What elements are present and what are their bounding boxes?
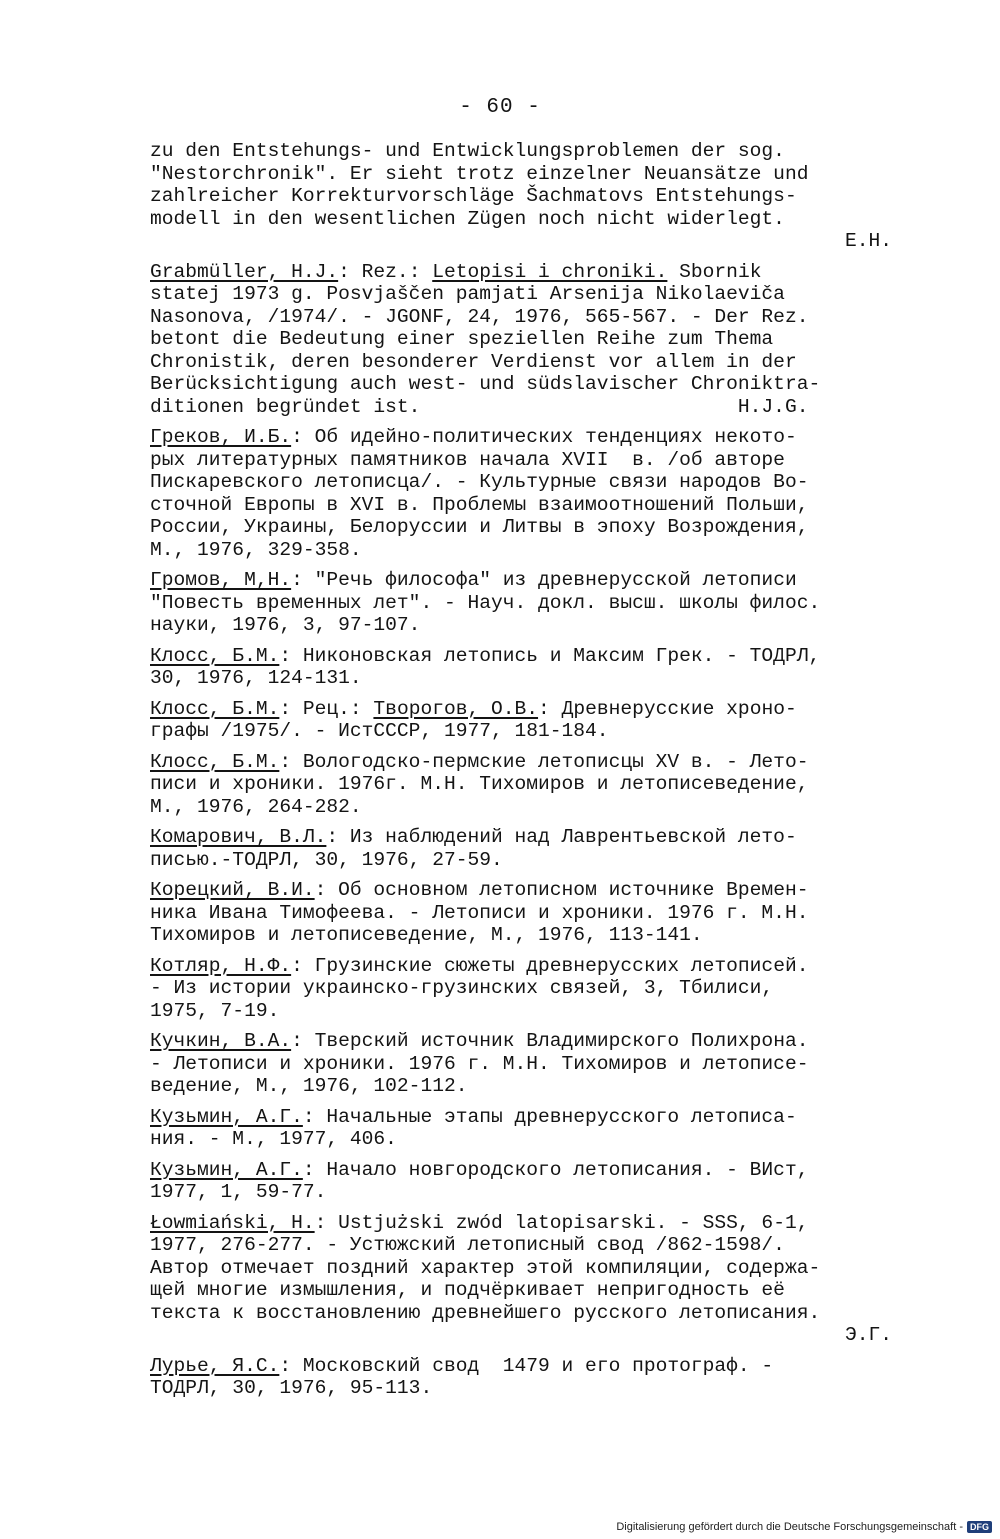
entry-line — [150, 471, 900, 494]
entry-line — [150, 773, 900, 796]
line-text: 1977, 1, 59-77. — [150, 1181, 327, 1203]
entry-line — [150, 569, 900, 592]
entry-line — [150, 328, 900, 351]
entry-line — [150, 796, 900, 819]
line-text: : Об основном летописном источнике Времен- — [314, 879, 809, 901]
line-text: сточной Европы в XVI в. Проблемы взаимоотношений Польши, — [150, 493, 809, 516]
bibliography-entry — [150, 879, 900, 947]
author-name: Котляр, Н.Ф. — [150, 954, 292, 977]
bibliography-entry — [150, 426, 900, 561]
entry-line — [150, 955, 900, 978]
line-text: Sbornik — [667, 260, 762, 283]
line-text: modell in den wesentlichen Zügen noch nicht widerlegt. — [150, 207, 785, 230]
bibliography-entry — [150, 826, 900, 871]
line-text: : Из наблюдений над Лаврентьевской лето- — [326, 826, 797, 848]
author-name: Клосс, Б.М. — [150, 750, 280, 773]
entry-line — [150, 849, 900, 872]
line-text: : Грузинские сюжеты древнерусских летописей. — [291, 954, 809, 977]
line-text: науки, 1976, 3, 97-107. — [150, 614, 421, 636]
entry-line — [150, 592, 900, 615]
bibliography-entry — [150, 751, 900, 819]
line-text: писи и хроники. 1976г. М.Н. Тихомиров и летописеведение, — [150, 773, 809, 795]
bibliography-entry — [150, 569, 900, 637]
line-text: ния. - М., 1977, 406. — [150, 1128, 397, 1150]
author-name: Греков, И.Б. — [150, 426, 292, 448]
line-text: Chronistik, deren besonderer Verdienst vor allem in der — [150, 350, 797, 373]
line-text: 30, 1976, 124-131. — [150, 667, 362, 689]
bibliography-entry — [150, 1159, 900, 1204]
line-text: zu den Entstehungs- und Entwicklungsproblemen der sog. — [150, 140, 785, 162]
line-text: рых литературных памятников начала XVII в. /об авторе — [150, 448, 785, 471]
line-text: "Nestorchronik". Er sieht trotz einzelner Neuansätze und — [150, 162, 809, 185]
entry-line — [150, 977, 900, 1000]
line-text: betont die Bedeutung einer speziellen Reihe zum Thema — [150, 328, 774, 350]
line-text: Пискаревского летописца/. - Культурные связи народов Во- — [150, 471, 809, 493]
line-text: "Повесть временных лет". - Науч. докл. высш. школы филос. — [150, 591, 821, 614]
entry-line — [150, 1234, 900, 1257]
bibliography-list — [150, 140, 900, 1408]
line-text: Э.Г. — [844, 1324, 892, 1346]
entry-line — [150, 1128, 900, 1151]
entry-line — [150, 494, 900, 517]
line-text: E.H. — [844, 230, 892, 252]
review-label: : Rez.: — [338, 260, 433, 283]
entry-line — [150, 140, 900, 163]
entry-line — [150, 449, 900, 472]
line-text: zahlreicher Korrekturvorschläge Šachmatovs Entstehungs- — [150, 185, 797, 207]
entry-line — [150, 879, 900, 902]
line-text: statej 1973 g. Posvjaščen pamjati Arsenija Nikolaeviča — [150, 283, 785, 305]
line-text: ника Ивана Тимофеева. - Летописи и хроники. 1976 г. М.Н. — [150, 901, 809, 924]
line-text: : Тверский источник Владимирского Полихрона. — [291, 1030, 809, 1052]
line-text: писью.-ТОДРЛ, 30, 1976, 27-59. — [150, 848, 503, 871]
bibliography-entry — [150, 955, 900, 1023]
bibliography-entry — [150, 261, 900, 419]
line-text: графы /1975/. - ИстСССР, 1977, 181-184. — [150, 720, 609, 742]
line-text: : Начальные этапы древнерусского летописа- — [302, 1105, 797, 1128]
entry-line — [150, 667, 900, 690]
page-number: - 60 - — [459, 96, 541, 119]
entry-line — [150, 1279, 900, 1302]
author-name: Клосс, Б.М. — [150, 697, 280, 720]
line-text: 1977, 276-277. - Устюжский летописный свод /862-1598/. — [150, 1234, 785, 1256]
entry-line — [150, 306, 900, 329]
entry-line — [150, 1302, 900, 1325]
entry-line — [150, 426, 900, 449]
bibliography-entry — [150, 1106, 900, 1151]
dfg-logo: DFG — [967, 1521, 992, 1533]
line-text: щей многие измышления, и подчёркивает непригодность её — [150, 1279, 785, 1301]
entry-line — [150, 283, 900, 306]
entry-line — [150, 373, 900, 396]
line-text: - Из истории украинско-грузинских связей, 3, Тбилиси, — [150, 977, 774, 999]
line-text: : Об идейно-политических тенденциях некото- — [291, 426, 797, 448]
reviewed-work: Творогов, О.В. — [373, 697, 539, 720]
author-name: Кузьмин, А.Г. — [150, 1105, 303, 1128]
author-name: Кучкин, В.А. — [150, 1030, 292, 1052]
review-label: : Рец.: — [279, 697, 374, 720]
author-name: Grabmüller, H.J. — [150, 260, 339, 283]
entry-line — [150, 185, 900, 208]
author-name: Кузьмин, А.Г. — [150, 1158, 303, 1181]
entry-line — [150, 163, 900, 186]
author-name: Лурье, Я.С. — [150, 1354, 280, 1377]
line-text: 1975, 7-19. — [150, 999, 280, 1022]
entry-line — [150, 826, 900, 849]
reviewer-initials — [150, 1324, 900, 1347]
entry-line — [150, 1000, 900, 1023]
entry-line — [150, 1075, 900, 1098]
line-text: Тихомиров и летописеведение, М., 1976, 113-141. — [150, 924, 703, 946]
line-text: : Московский свод 1479 и его протограф. - — [279, 1354, 774, 1377]
line-text: М., 1976, 329-358. — [150, 538, 362, 561]
entry-line — [150, 1355, 900, 1378]
line-text: : Древнерусские хроно- — [538, 697, 797, 720]
author-name: Клосс, Б.М. — [150, 644, 280, 667]
entry-line — [150, 351, 900, 374]
footer-text: Digitalisierung gefördert durch die Deutsche Forschungsgemeinschaft - — [616, 1521, 963, 1533]
entry-line — [150, 924, 900, 947]
entry-line — [150, 1030, 900, 1053]
entry-line — [150, 902, 900, 925]
entry-line — [150, 1181, 900, 1204]
digitization-credit — [616, 1521, 992, 1533]
line-text: : Начало новгородского летописания. - ВИст, — [302, 1158, 809, 1181]
line-text: - Летописи и хроники. 1976 г. М.Н. Тихомиров и летописе- — [150, 1052, 809, 1075]
bibliography-entry — [150, 1030, 900, 1098]
line-text: М., 1976, 264-282. — [150, 795, 362, 818]
entry-line — [150, 698, 900, 721]
author-name: Корецкий, В.И. — [150, 879, 315, 901]
line-text: России, Украины, Белоруссии и Литвы в эпоху Возрождения, — [150, 516, 809, 538]
bibliography-entry — [150, 140, 900, 253]
entry-line — [150, 396, 900, 419]
line-text: : Вологодско-пермские летописцы XV в. - Лето- — [279, 750, 809, 773]
entry-line — [150, 261, 900, 284]
bibliography-entry — [150, 645, 900, 690]
author-name: Комарович, В.Л. — [150, 826, 327, 848]
bibliography-entry — [150, 1355, 900, 1400]
line-text: Berücksichtigung auch west- und südslavischer Chroniktra- — [150, 373, 821, 395]
reviewed-work: Letopisi i chroniki. — [432, 260, 668, 283]
bibliography-entry — [150, 698, 900, 743]
entry-line — [150, 751, 900, 774]
entry-line — [150, 614, 900, 637]
line-text: : Ustjużski zwód latopisarski. - SSS, 6-1, — [314, 1211, 809, 1234]
line-text: : Никоновская летопись и Максим Грек. - ТОДРЛ, — [279, 644, 821, 667]
entry-line — [150, 1053, 900, 1076]
line-text: текста к восстановлению древнейшего русского летописания. — [150, 1301, 821, 1324]
entry-line — [150, 645, 900, 668]
line-text: ведение, М., 1976, 102-112. — [150, 1075, 468, 1097]
entry-line — [150, 1159, 900, 1182]
entry-line — [150, 539, 900, 562]
entry-line — [150, 1257, 900, 1280]
entry-line — [150, 516, 900, 539]
line-text: ТОДРЛ, 30, 1976, 95-113. — [150, 1377, 433, 1399]
author-name: Громов, М,Н. — [150, 569, 292, 591]
reviewer-initials — [150, 230, 900, 253]
entry-line — [150, 208, 900, 231]
entry-line — [150, 1377, 900, 1400]
line-text: ditionen begründet ist. H.J.G. — [150, 395, 809, 418]
author-name: Łowmiański, H. — [150, 1211, 315, 1234]
entry-line — [150, 1212, 900, 1235]
line-text: Nasonova, /1974/. - JGONF, 24, 1976, 565-567. - Der Rez. — [150, 305, 809, 328]
entry-line — [150, 1106, 900, 1129]
line-text: Автор отмечает поздний характер этой компиляции, содержа- — [150, 1256, 821, 1279]
line-text: : "Речь философа" из древнерусской летописи — [291, 569, 797, 591]
entry-line — [150, 720, 900, 743]
bibliography-entry — [150, 1212, 900, 1347]
